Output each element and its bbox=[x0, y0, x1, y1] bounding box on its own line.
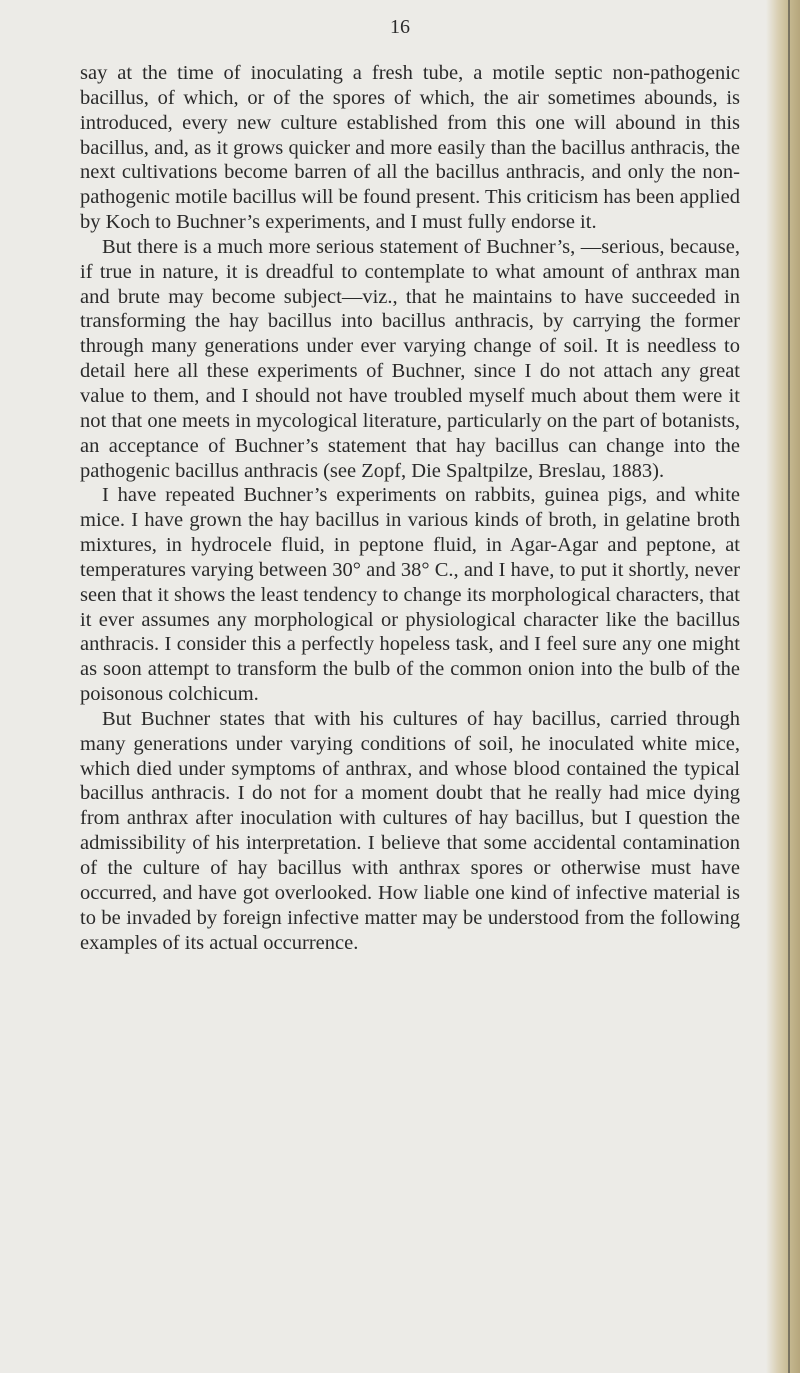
paragraph-3: I have repeated Buchner’s experiments on rabbits, guinea pigs, and white mice. I have grown the hay bacillus in various kinds of broth, in gelatine broth mixtures, in hydrocele fluid, in peptone fluid, in Agar-Agar and peptone, at temperatures varying between 30° and 38° C., and I have, to put it shortly, never seen that it shows the least tendency to change its morphological characters, that it ever assumes any morphological or physiological character like the bacillus anthracis. I consider this a perfectly hopeless task, and I feel sure any one might as soon attempt to transform the bulb of the common onion into the bulb of the poisonous colchicum. bbox=[80, 484, 740, 706]
paragraph-1: say at the time of inoculating a fresh tube, a motile septic non-pathogenic bacillus, of which, or of the spores of which, the air sometimes abounds, is introduced, every new culture established from this one will abound in this bacillus, and, as it grows quicker and more easily than the bacillus anthracis, the next cultivations become barren of all the bacillus anthracis, and only the non-pathogenic motile bacillus will be found present. This criticism has been applied by Koch to Buchner’s experiments, and I must fully endorse it. bbox=[80, 62, 741, 234]
paragraph-4: But Buchner states that with his cultures of hay bacillus, carried through many generations under varying conditions of soil, he inoculated white mice, which died under symptoms of anthrax, and whose blood contained the typical bacillus anthracis. I do not for a moment doubt that he really had mice dying from anthrax after inoculation with cultures of hay bacillus, but I question the admissibility of his interpretation. I believe that some accidental contamination of the culture of hay bacillus with anthrax spores or otherwise must have occurred, and have got overlooked. How liable one kind of infective material is to be invaded by foreign infective matter may be understood from the following examples of its actual occurrence. bbox=[80, 707, 740, 954]
page-edge-line bbox=[788, 0, 790, 1373]
body-text bbox=[80, 61, 740, 955]
page-number: 16 bbox=[390, 16, 410, 38]
paragraph-2: But there is a much more serious statement of Buchner’s, —serious, because, if true in nature, it is dreadful to contemplate to what amount of anthrax man and brute may become subject—viz., that he maintains to have succeeded in transforming the hay bacillus into bacillus anthracis, by carrying the former through many generations under ever varying change of soil. It is needless to detail here all these experiments of Buchner, since I do not attach any great value to them, and I should not have troubled myself much about them were it not that one meets in mycological literature, particularly on the part of botanists, an acceptance of Buchner’s statement that hay bacillus can change into the pathogenic bacillus anthracis (see Zopf, Die Spaltpilze, Breslau, 1883). bbox=[80, 235, 740, 482]
page-binding-edge bbox=[766, 0, 800, 1373]
